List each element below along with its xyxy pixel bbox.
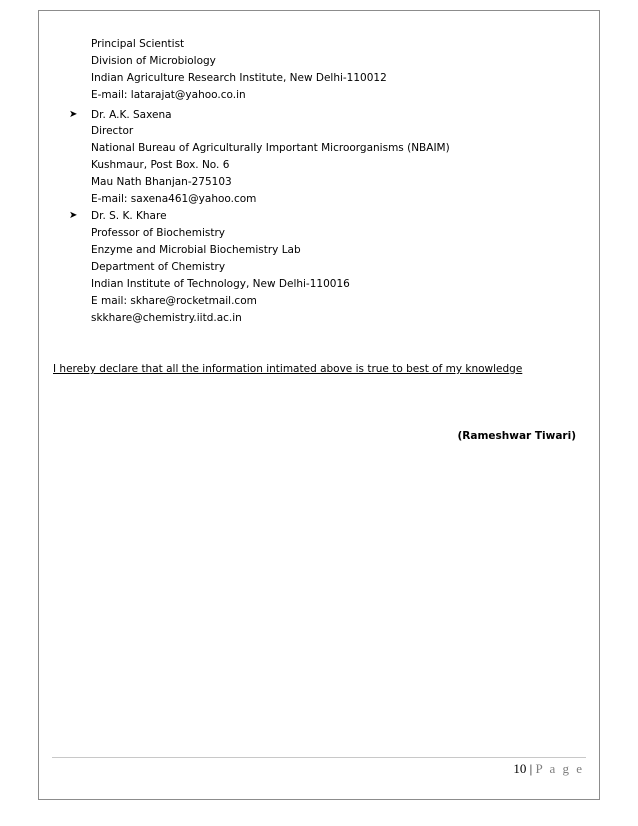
signature-name: (Rameshwar Tiwari) — [457, 430, 576, 442]
referee-1-institute: Indian Agriculture Research Institute, New Delhi-110012 — [91, 72, 387, 84]
referee-2-title: Director — [91, 125, 134, 137]
referee-2-city: Mau Nath Bhanjan-275103 — [91, 176, 232, 188]
referee-2-institute: National Bureau of Agriculturally Important Microorganisms (NBAIM) — [91, 142, 450, 154]
referee-1-title: Principal Scientist — [91, 38, 185, 50]
footer-divider — [52, 757, 586, 758]
referee-3-email: E mail: skhare@rocketmail.com — [91, 295, 257, 307]
arrow-bullet-icon: ➤ — [69, 109, 78, 120]
page-label: P a g e — [535, 761, 584, 776]
referee-3-title: Professor of Biochemistry — [91, 227, 225, 239]
referee-2-email: E-mail: saxena461@yahoo.com — [91, 193, 257, 205]
referee-3-lab: Enzyme and Microbial Biochemistry Lab — [91, 244, 301, 256]
page-footer — [513, 761, 584, 777]
referee-3-name: Dr. S. K. Khare — [91, 210, 167, 222]
referee-2-address: Kushmaur, Post Box. No. 6 — [91, 159, 230, 171]
referee-3-institute: Indian Institute of Technology, New Delhi-110016 — [91, 278, 350, 290]
page-separator: | — [529, 761, 533, 776]
declaration-text: I hereby declare that all the information intimated above is true to best of my knowledge — [53, 363, 523, 375]
page-number: 10 — [513, 761, 527, 776]
referee-1-division: Division of Microbiology — [91, 55, 216, 67]
referee-3-email-alt: skkhare@chemistry.iitd.ac.in — [91, 312, 242, 324]
referee-2-name: Dr. A.K. Saxena — [91, 109, 172, 121]
referee-1-email: E-mail: latarajat@yahoo.co.in — [91, 89, 246, 101]
arrow-bullet-icon: ➤ — [69, 210, 78, 221]
referee-3-department: Department of Chemistry — [91, 261, 226, 273]
